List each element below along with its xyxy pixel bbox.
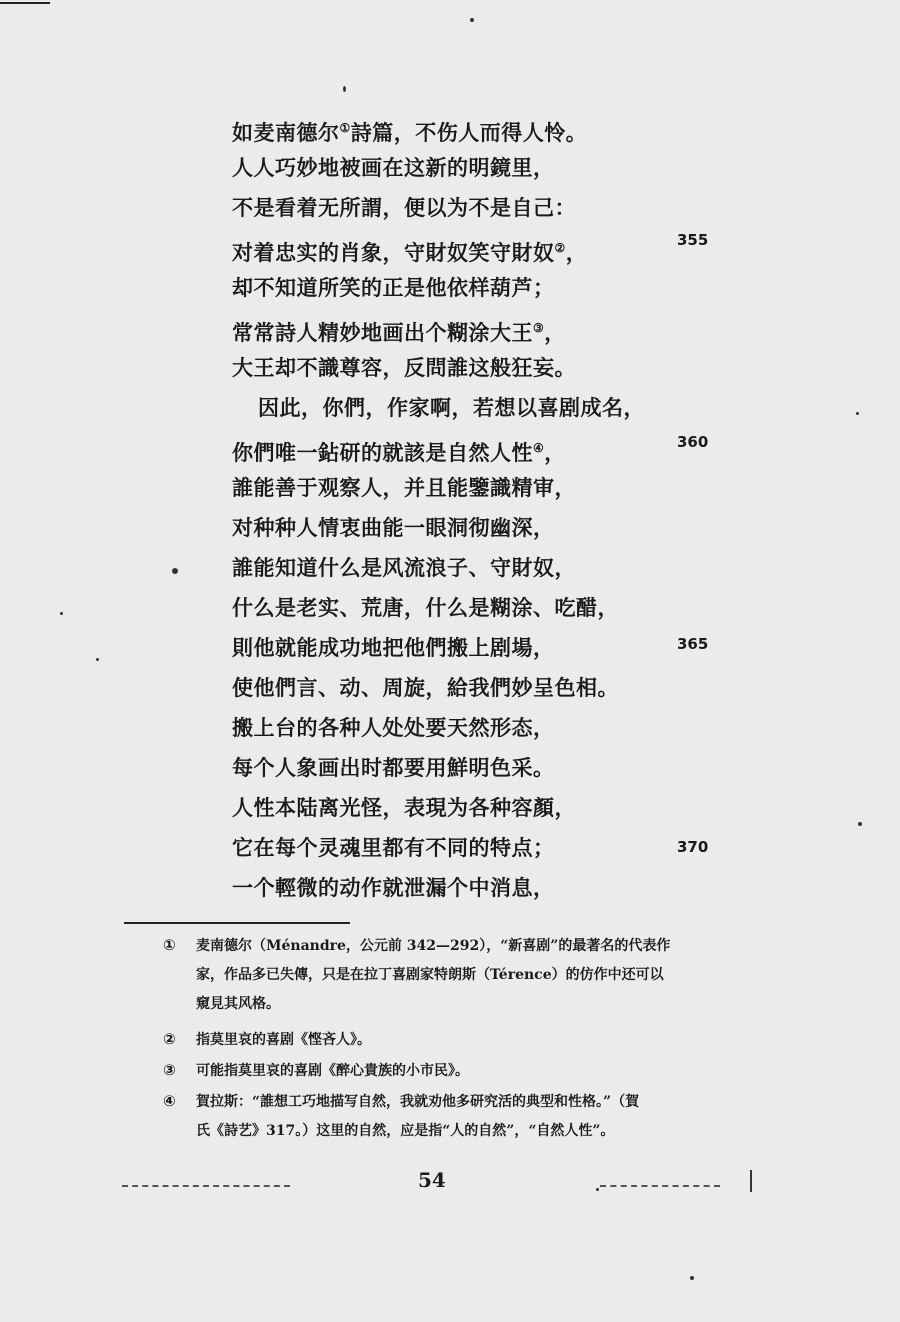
scan-speck xyxy=(96,658,99,661)
footnote-mark: ④ xyxy=(163,1092,176,1110)
poem-line: 使他們言、动、周旋，給我們妙呈色相。 xyxy=(232,675,619,700)
poem-line: 对着忠实的肖象，守財奴笑守財奴②， xyxy=(232,240,588,265)
poem-line: 人性本陆离光怪，表現为各种容顏， xyxy=(232,795,576,820)
scan-speck xyxy=(470,18,474,22)
footnote-ref: ② xyxy=(554,241,566,255)
page-number: 54 xyxy=(418,1168,446,1192)
footnote-mark: ③ xyxy=(163,1061,176,1079)
poem-line: 誰能知道什么是风流浪子、守財奴， xyxy=(232,555,576,580)
bottom-dash-right xyxy=(600,1185,720,1187)
poem-line: 常常詩人精妙地画出个糊涂大王③， xyxy=(232,320,566,345)
poem-line: 你們唯一鉆研的就該是自然人性④， xyxy=(232,440,566,465)
poem-line: 一个輕微的动作就泄漏个中消息， xyxy=(232,875,555,900)
poem-line: 搬上台的各种人处处要天然形态， xyxy=(232,715,555,740)
line-number: 370 xyxy=(677,838,709,856)
poem-line: 它在每个灵魂里都有不同的特点； xyxy=(232,835,555,860)
scan-speck xyxy=(856,412,859,415)
line-number: 360 xyxy=(677,433,709,451)
poem-line: 却不知道所笑的正是他依样葫芦； xyxy=(232,275,555,300)
scan-speck xyxy=(172,568,178,574)
footnote-rule xyxy=(124,922,350,924)
line-number: 365 xyxy=(677,635,709,653)
poem-line: 人人巧妙地被画在这新的明鏡里， xyxy=(232,155,555,180)
poem-line: 什么是老实、荒唐，什么是糊涂、吃醋， xyxy=(232,595,619,620)
footnote-mark: ② xyxy=(163,1030,176,1048)
top-left-rule xyxy=(0,2,50,4)
footnote-ref: ① xyxy=(339,121,351,135)
poem-line: 如麦南德尔①詩篇，不伤人而得人怜。 xyxy=(232,120,588,145)
bottom-dash-left xyxy=(122,1185,290,1187)
footnote-text: 可能指莫里哀的喜剧《醉心貴族的小市民》。 xyxy=(196,1063,469,1079)
footnote-ref: ④ xyxy=(533,441,545,455)
scan-speck xyxy=(60,612,63,615)
poem-line: 每个人象画出时都要用鮮明色采。 xyxy=(232,755,555,780)
line-number: 355 xyxy=(677,231,709,249)
scan-speck xyxy=(596,1188,599,1191)
scan-mark xyxy=(750,1170,752,1192)
scan-speck xyxy=(343,86,346,92)
scan-speck xyxy=(858,822,862,826)
footnote-mark: ① xyxy=(163,936,176,954)
footnote-text: 麦南德尔（Ménandre，公元前 342—292），“新喜剧”的最著名的代表作 家，作品多已失傳，只是在拉丁喜剧家特朗斯（Térence）的仿作中还可以 窺見其风格。 xyxy=(196,938,671,1012)
poem-line: 不是看着无所謂，便以为不是自己： xyxy=(232,195,576,220)
poem-line: 对种种人情衷曲能一眼洞彻幽深， xyxy=(232,515,555,540)
poem-line: 因此，你們，作家啊，若想以喜剧成名， xyxy=(258,395,645,420)
footnote-text: 指莫里哀的喜剧《悭吝人》。 xyxy=(196,1032,371,1048)
poem-line: 則他就能成功地把他們搬上剧場， xyxy=(232,635,555,660)
scan-speck xyxy=(690,1276,694,1280)
footnote-text: 賀拉斯：“誰想工巧地描写自然，我就劝他多研究活的典型和性格。”（賀 氏《詩艺》317。）这里的自然，应是指“人的自然”，“自然人性”。 xyxy=(196,1094,640,1139)
poem-line: 大王却不識尊容，反問誰这般狂妄。 xyxy=(232,355,576,380)
footnote-ref: ③ xyxy=(533,321,545,335)
poem-line: 誰能善于观察人，并且能鑒識精审， xyxy=(232,475,576,500)
